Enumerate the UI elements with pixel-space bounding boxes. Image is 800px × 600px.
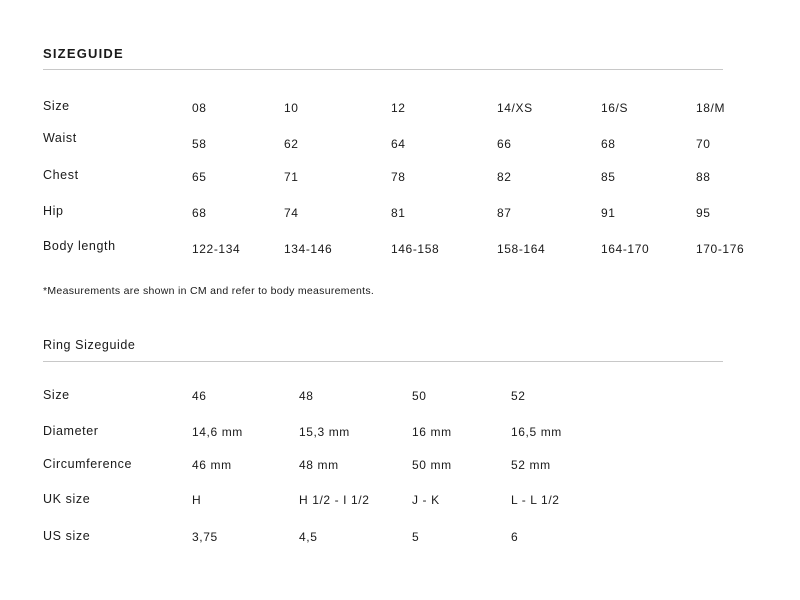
table-cell: 91 bbox=[601, 206, 616, 220]
row-label-body-length: Body length bbox=[43, 239, 116, 253]
table-cell: 164-170 bbox=[601, 242, 650, 256]
table-cell: 64 bbox=[391, 137, 406, 151]
table-cell: 50 bbox=[412, 389, 427, 403]
table-cell: 50 mm bbox=[412, 458, 452, 472]
table-cell: 87 bbox=[497, 206, 512, 220]
table-cell: 88 bbox=[696, 170, 711, 184]
table-cell: 6 bbox=[511, 530, 519, 544]
table-cell: 122-134 bbox=[192, 242, 241, 256]
table-cell: J - K bbox=[412, 493, 440, 507]
table-cell: 58 bbox=[192, 137, 207, 151]
table-cell: H 1/2 - I 1/2 bbox=[299, 493, 370, 507]
table-cell: 4,5 bbox=[299, 530, 318, 544]
table-cell: 70 bbox=[696, 137, 711, 151]
table-cell: H bbox=[192, 493, 202, 507]
table-cell: 82 bbox=[497, 170, 512, 184]
table-cell: 158-164 bbox=[497, 242, 546, 256]
table-cell: 95 bbox=[696, 206, 711, 220]
table-cell: 52 mm bbox=[511, 458, 551, 472]
table-cell: 10 bbox=[284, 101, 299, 115]
table-cell: 134-146 bbox=[284, 242, 333, 256]
row-label-uk-size: UK size bbox=[43, 492, 91, 506]
table-cell: 62 bbox=[284, 137, 299, 151]
table-cell: 74 bbox=[284, 206, 299, 220]
table-cell: 16,5 mm bbox=[511, 425, 562, 439]
table-cell: 15,3 mm bbox=[299, 425, 350, 439]
table-cell: 146-158 bbox=[391, 242, 440, 256]
table-cell: 48 mm bbox=[299, 458, 339, 472]
table-cell: 85 bbox=[601, 170, 616, 184]
table-cell: 52 bbox=[511, 389, 526, 403]
table-cell: 46 mm bbox=[192, 458, 232, 472]
ring-title-divider bbox=[43, 361, 723, 362]
row-label-waist: Waist bbox=[43, 131, 77, 145]
title-divider bbox=[43, 69, 723, 70]
table-cell: 81 bbox=[391, 206, 406, 220]
table-cell: 18/M bbox=[696, 101, 726, 115]
table-cell: 14,6 mm bbox=[192, 425, 243, 439]
table-cell: 12 bbox=[391, 101, 406, 115]
row-label-us-size: US size bbox=[43, 529, 91, 543]
table-cell: 68 bbox=[192, 206, 207, 220]
row-label-circumference: Circumference bbox=[43, 457, 133, 471]
row-label-hip: Hip bbox=[43, 204, 64, 218]
table-cell: 16/S bbox=[601, 101, 629, 115]
ring-section-title: Ring Sizeguide bbox=[43, 338, 136, 352]
table-cell: 48 bbox=[299, 389, 314, 403]
table-cell: 16 mm bbox=[412, 425, 452, 439]
table-cell: 08 bbox=[192, 101, 207, 115]
table-cell: 170-176 bbox=[696, 242, 745, 256]
row-label-size: Size bbox=[43, 99, 70, 113]
table-cell: 5 bbox=[412, 530, 420, 544]
table-cell: 14/XS bbox=[497, 101, 533, 115]
row-label-chest: Chest bbox=[43, 168, 79, 182]
table-cell: 46 bbox=[192, 389, 207, 403]
table-cell: L - L 1/2 bbox=[511, 493, 560, 507]
table-cell: 71 bbox=[284, 170, 299, 184]
row-label-diameter: Diameter bbox=[43, 424, 99, 438]
table-cell: 78 bbox=[391, 170, 406, 184]
page-title: SIZEGUIDE bbox=[43, 46, 124, 61]
table-cell: 66 bbox=[497, 137, 512, 151]
row-label-size: Size bbox=[43, 388, 70, 402]
measurement-note: *Measurements are shown in CM and refer to body measurements. bbox=[43, 285, 375, 297]
table-cell: 68 bbox=[601, 137, 616, 151]
table-cell: 3,75 bbox=[192, 530, 218, 544]
table-cell: 65 bbox=[192, 170, 207, 184]
